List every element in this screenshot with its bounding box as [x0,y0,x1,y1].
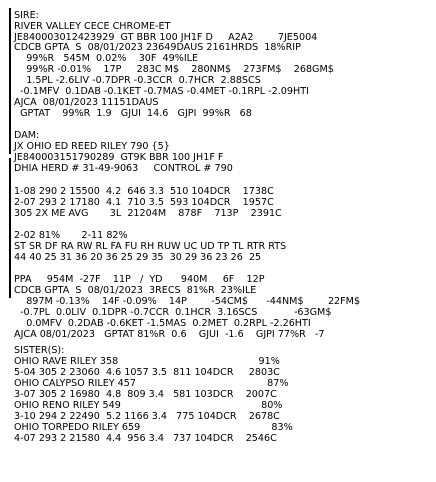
dam-cdcb-gpta: CDCB GPTA S 08/01/2023 3RECS 81%R 23%ILE [14,285,257,296]
sire-wellness-line: -0.1MFV 0.1DAB -0.1KET -0.7MAS -0.4MET -0.1RPL -2.09HTI [14,86,309,97]
sister-name: OHIO RAVE RILEY 358 91% [14,356,280,367]
dam-margin-bar [9,158,11,298]
sister-name: OHIO CALYPSO RILEY 457 87% [14,378,289,389]
sire-margin-bar [9,8,11,154]
sisters-heading: SISTER(S): [14,345,65,356]
sire-gptat-line: GPTAT 99%R 1.9 GJUI 14.6 GJPI 99%R 68 [14,108,252,119]
dam-lactation-row: 1-08 290 2 15500 4.2 646 3.3 510 104DCR 1738C [14,186,274,197]
dam-wellness-line: 0.0MFV 0.2DAB -0.6KET -1.5MAS 0.2MET 0.2RPL -2.26HTI [14,318,311,329]
sister-record: 3-07 305 2 16980 4.8 809 3.4 581 103DCR 2007C [14,389,277,400]
dam-me-average: 305 2X ME AVG 3L 21204M 878F 713P 2391C [14,208,282,219]
sire-cdcb-gpta: CDCB GPTA S 08/01/2023 23649DAUS 2161HRDS 18%RIP [14,42,301,53]
sister-record: 5-04 305 2 23060 4.6 1057 3.5 811 104DCR 2803C [14,367,280,378]
sire-name: RIVER VALLEY CECE CHROME-ET [14,21,171,32]
dam-heading: DAM: [14,130,40,141]
sister-name: OHIO TORPEDO RILEY 659 83% [14,422,293,433]
sire-production-line: 99%R 545M 0.02% 30F 49%ILE [14,53,199,64]
sister-name: OHIO RENO RILEY 549 80% [14,400,283,411]
dam-linear-trait-values: 44 40 25 31 36 20 36 25 29 35 30 29 36 23 26 25 [14,252,262,263]
dam-herd-line: DHIA HERD # 31-49-9063 CONTROL # 790 [14,163,233,174]
sire-ajca-line: AJCA 08/01/2023 11151DAUS [14,97,159,108]
dam-ajca-line: AJCA 08/01/2023 GPTAT 81%R 0.6 GJUI -1.6 GJPI 77%R -7 [14,329,325,340]
dam-health-line: -0.7PL 0.0LIV 0.1DPR -0.7CCR 0.1HCR 3.16SCS -63GM$ [14,307,332,318]
dam-linear-trait-headers: ST SR DF RA RW RL FA FU RH RUW UC UD TP TL RTR RTS [14,241,287,252]
sire-heading: SIRE: [14,10,39,21]
dam-name: JX OHIO ED REED RILEY 790 {5} [14,141,170,152]
dam-index-line: 897M -0.13% 14F -0.09% 14P -54CM$ -44NM$ 22FM$ [14,296,361,307]
sire-index-line: 99%R -0.01% 17P 283C M$ 280NM$ 273FM$ 268GM$ [14,64,334,75]
dam-ppa-line: PPA 954M -27F 11P / YD 940M 6F 12P [14,274,265,285]
sister-record: 3-10 294 2 22490 5.2 1166 3.4 775 104DCR 2678C [14,411,280,422]
dam-registration: JE840003151790289 GT9K BBR 100 JH1F F [14,152,224,163]
sire-registration: JE840003012423929 GT BBR 100 JH1F D A2A2 7JE5004 [14,32,318,43]
dam-classification-scores: 2-02 81% 2-11 82% [14,230,128,241]
sister-record: 4-07 293 2 21580 4.4 956 3.4 737 104DCR 2546C [14,433,277,444]
dam-lactation-row: 2-07 293 2 17180 4.1 710 3.5 593 104DCR 1957C [14,197,274,208]
sire-health-line: 1.5PL -2.6LIV -0.7DPR -0.3CCR 0.7HCR 2.88SCS [14,75,261,86]
